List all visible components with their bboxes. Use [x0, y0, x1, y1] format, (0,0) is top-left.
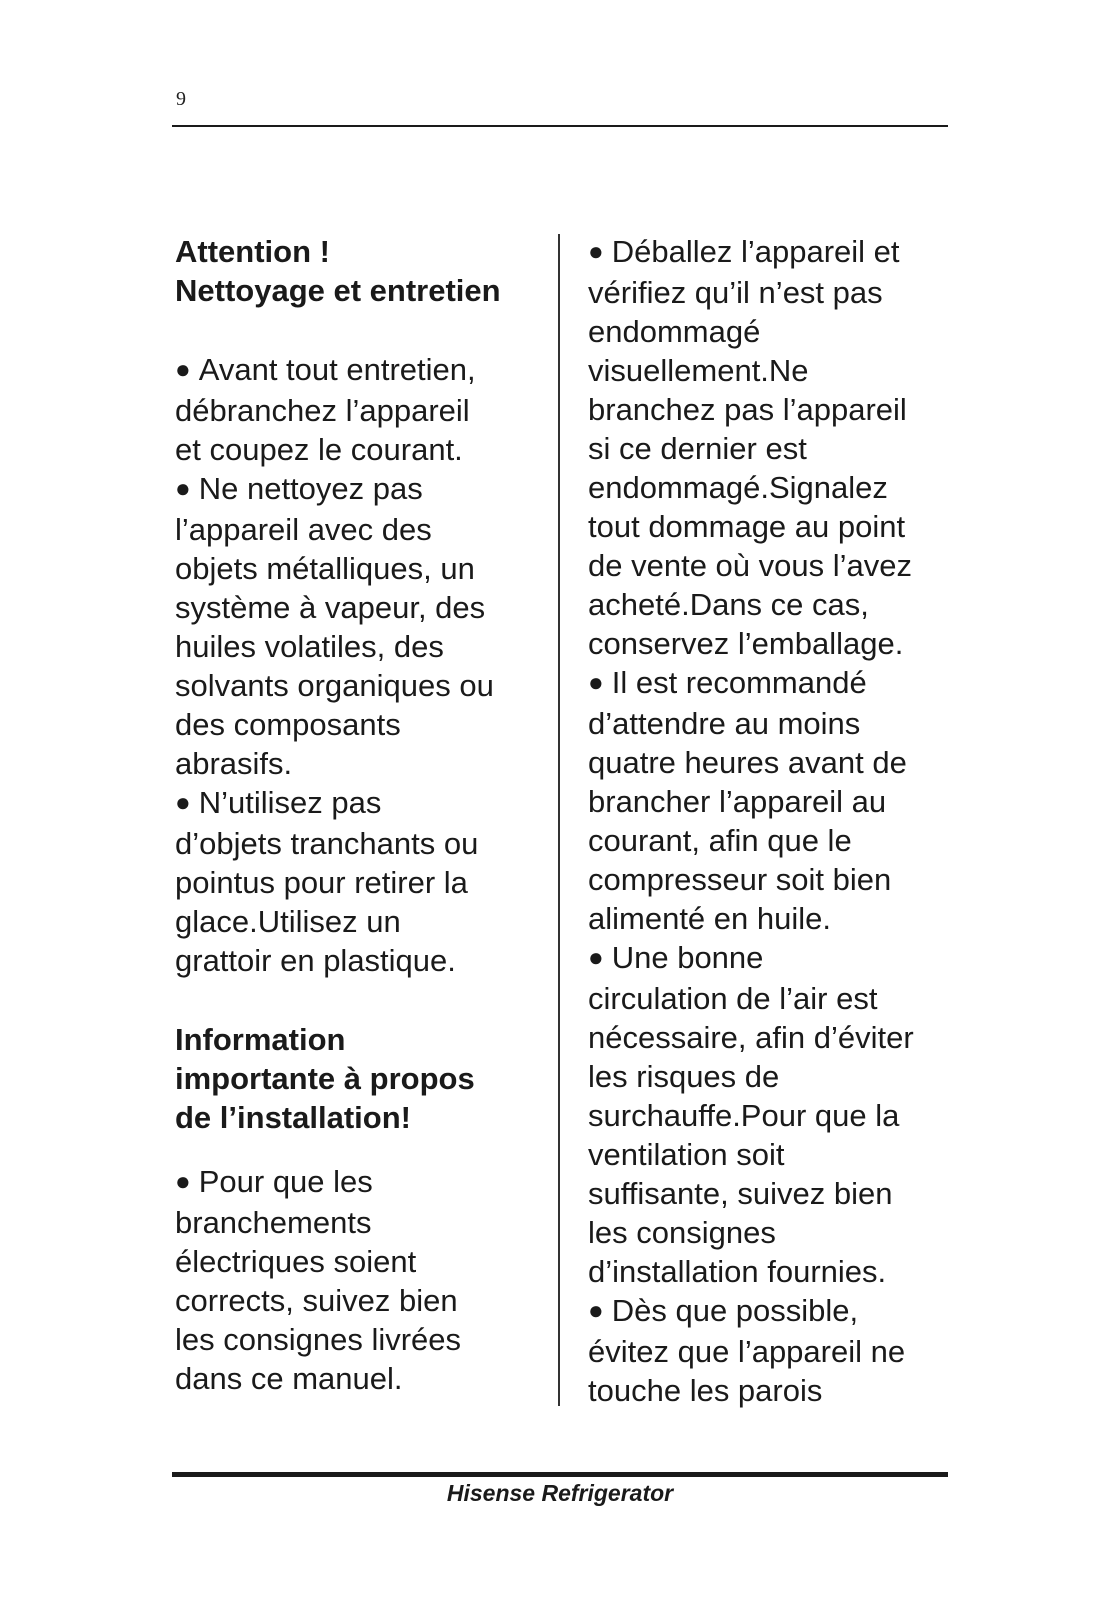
section-heading-cleaning — [175, 232, 545, 310]
section-heading-installation — [175, 1020, 545, 1137]
heading-line: Attention ! — [175, 234, 330, 269]
heading-line: Information — [175, 1022, 346, 1057]
bullet-dot-icon: ● — [588, 236, 604, 266]
bullet-item: ● Il est recommandé d’attendre au moins quatre heures avant de brancher l’appareil au courant, afin que le compresseur soit bien alimenté en huile. — [588, 665, 907, 936]
footer-brand: Hisense Refrigerator — [446, 1480, 674, 1506]
bullet-dot-icon: ● — [175, 473, 191, 503]
heading-line: de l’installation! — [175, 1100, 411, 1135]
heading-line: importante à propos — [175, 1061, 475, 1096]
bullet-item: ● Une bonne circulation de l’air est nécessaire, afin d’éviter les risques de surchauffe.Pour que la ventilation soit suffisante, suivez bien les consignes d’installation fournies. — [588, 940, 914, 1289]
right-column — [588, 232, 958, 1410]
bullet-dot-icon: ● — [588, 1295, 604, 1325]
bullet-dot-icon: ● — [175, 354, 191, 384]
bullet-dot-icon: ● — [588, 667, 604, 697]
page-number: 9 — [176, 88, 186, 110]
bullet-item: ● Ne nettoyez pas l’appareil avec des objets métalliques, un système à vapeur, des huiles volatiles, des solvants organiques ou des composants abrasifs. — [175, 471, 494, 781]
bullet-item: ● N’utilisez pas d’objets tranchants ou pointus pour retirer la glace.Utilisez un grattoir en plastique. — [175, 785, 479, 978]
footer-rule — [172, 1472, 948, 1477]
bullet-dot-icon: ● — [175, 787, 191, 817]
bullet-item: ● Pour que les branchements électriques soient corrects, suivez bien les consignes livrées dans ce manuel. — [175, 1164, 462, 1396]
bullet-item: ● Dès que possible, évitez que l’appareil ne touche les parois — [588, 1293, 906, 1408]
bullet-dot-icon: ● — [175, 1166, 191, 1196]
heading-line: Nettoyage et entretien — [175, 273, 501, 308]
bullet-item: ● Avant tout entretien, débranchez l’appareil et coupez le courant. — [175, 352, 476, 467]
header-rule — [172, 125, 948, 127]
bullet-item: ● Déballez l’appareil et vérifiez qu’il n’est pas endommagé visuellement.Ne branchez pas l’appareil si ce dernier est endommagé.Signalez tout dommage au point de vente où vous l’avez acheté.Dans ce cas, conservez l’emballage. — [588, 234, 912, 661]
column-divider — [558, 234, 560, 1406]
bullet-dot-icon: ● — [588, 942, 604, 972]
left-column — [175, 232, 545, 1398]
